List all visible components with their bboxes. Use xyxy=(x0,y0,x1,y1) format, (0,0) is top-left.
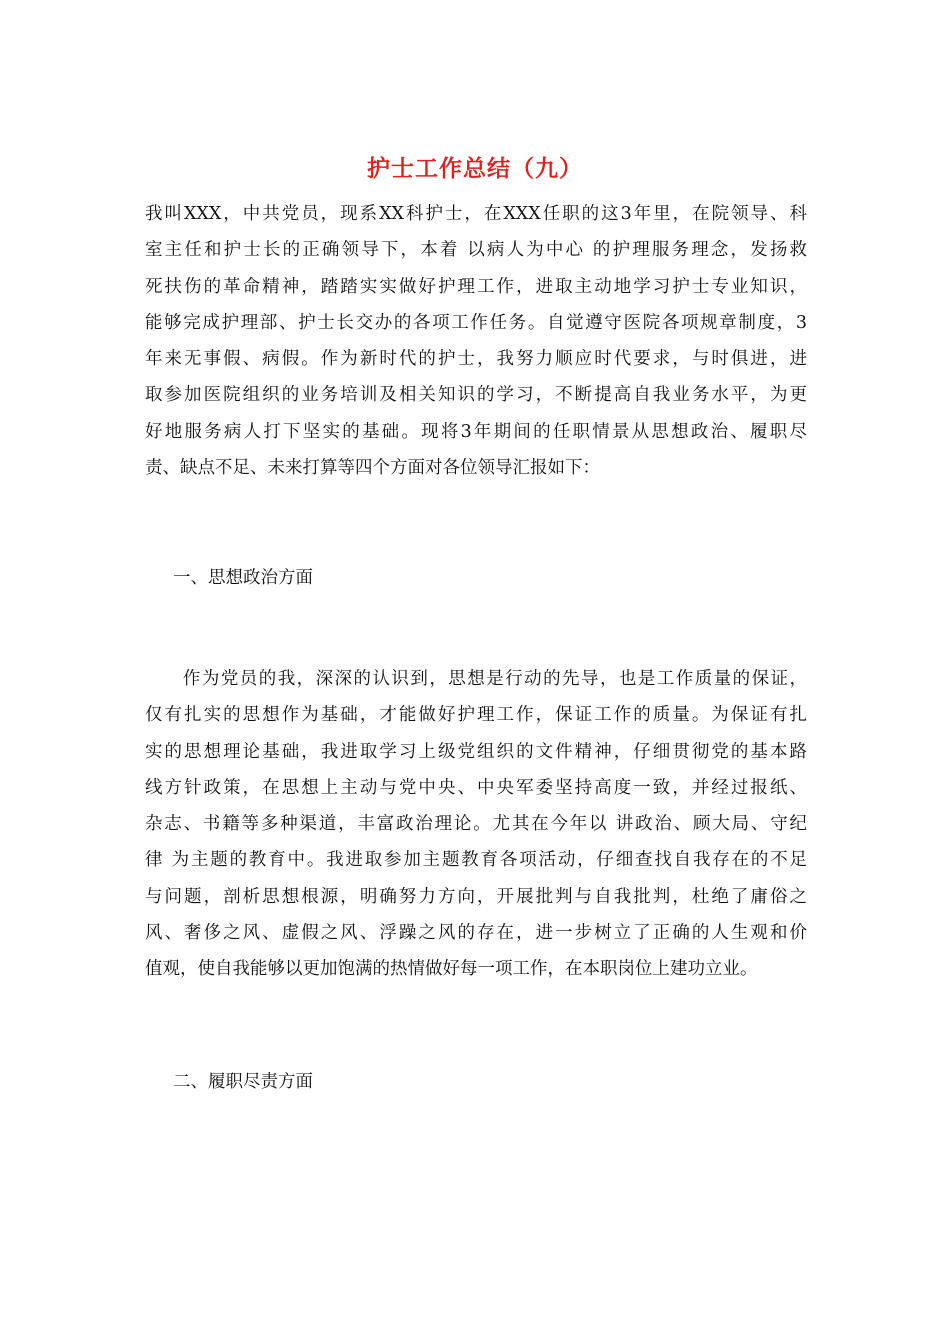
section-heading-duties: 二、履职尽责方面 xyxy=(173,1072,313,1092)
paragraph-line: 能够完成护理部、护士长交办的各项工作任务。自觉遵守医院各项规章制度，3 xyxy=(145,312,807,333)
paragraph-line: 杂志、书籍等多种渠道，丰富政治理论。尤其在今年以 讲政治、顾大局、守纪 xyxy=(145,814,807,835)
paragraph-line: 取参加医院组织的业务培训及相关知识的学习，不断提高自我业务水平，为更 xyxy=(145,385,807,406)
paragraph-line: 年来无事假、病假。作为新时代的护士，我努力顺应时代要求，与时俱进，进 xyxy=(145,349,807,370)
paragraph-line: 责、缺点不足、未来打算等四个方面对各位领导汇报如下： xyxy=(145,458,600,479)
paragraph-line: 律 为主题的教育中。我进取参加主题教育各项活动，仔细查找自我存在的不足 xyxy=(145,850,807,871)
paragraph-line: 室主任和护士长的正确领导下，本着 以病人为中心 的护理服务理念，发扬救 xyxy=(145,240,807,261)
section1-paragraph xyxy=(145,661,807,988)
paragraph-line: 线方针政策，在思想上主动与党中央、中央军委坚持高度一致，并经过报纸、 xyxy=(145,777,807,798)
paragraph-line: 我叫XXX，中共党员，现系XX科护士，在XXX任职的这3年里，在院领导、科 xyxy=(145,204,807,224)
paragraph-line: 死扶伤的革命精神，踏踏实实做好护理工作，进取主动地学习护士专业知识， xyxy=(145,276,807,297)
intro-paragraph xyxy=(145,196,807,486)
paragraph-line: 实的思想理论基础，我进取学习上级党组织的文件精神，仔细贯彻党的基本路 xyxy=(145,741,807,762)
paragraph-line: 作为党员的我，深深的认识到，思想是行动的先导，也是工作质量的保证， xyxy=(145,669,807,689)
paragraph-line: 与问题，剖析思想根源，明确努力方向，开展批判与自我批判，杜绝了庸俗之 xyxy=(145,886,807,907)
section-heading-politics: 一、思想政治方面 xyxy=(173,568,313,588)
paragraph-line: 好地服务病人打下坚实的基础。现将3年期间的任职情景从思想政治、履职尽 xyxy=(145,421,807,442)
document-title: 护士工作总结（九） xyxy=(367,155,583,182)
paragraph-line: 仅有扎实的思想作为基础，才能做好护理工作，保证工作的质量。为保证有扎 xyxy=(145,705,807,726)
paragraph-line: 风、奢侈之风、虚假之风、浮躁之风的存在，进一步树立了正确的人生观和价 xyxy=(145,923,807,944)
paragraph-line: 值观，使自我能够以更加饱满的热情做好每一项工作，在本职岗位上建功立业。 xyxy=(145,959,758,980)
